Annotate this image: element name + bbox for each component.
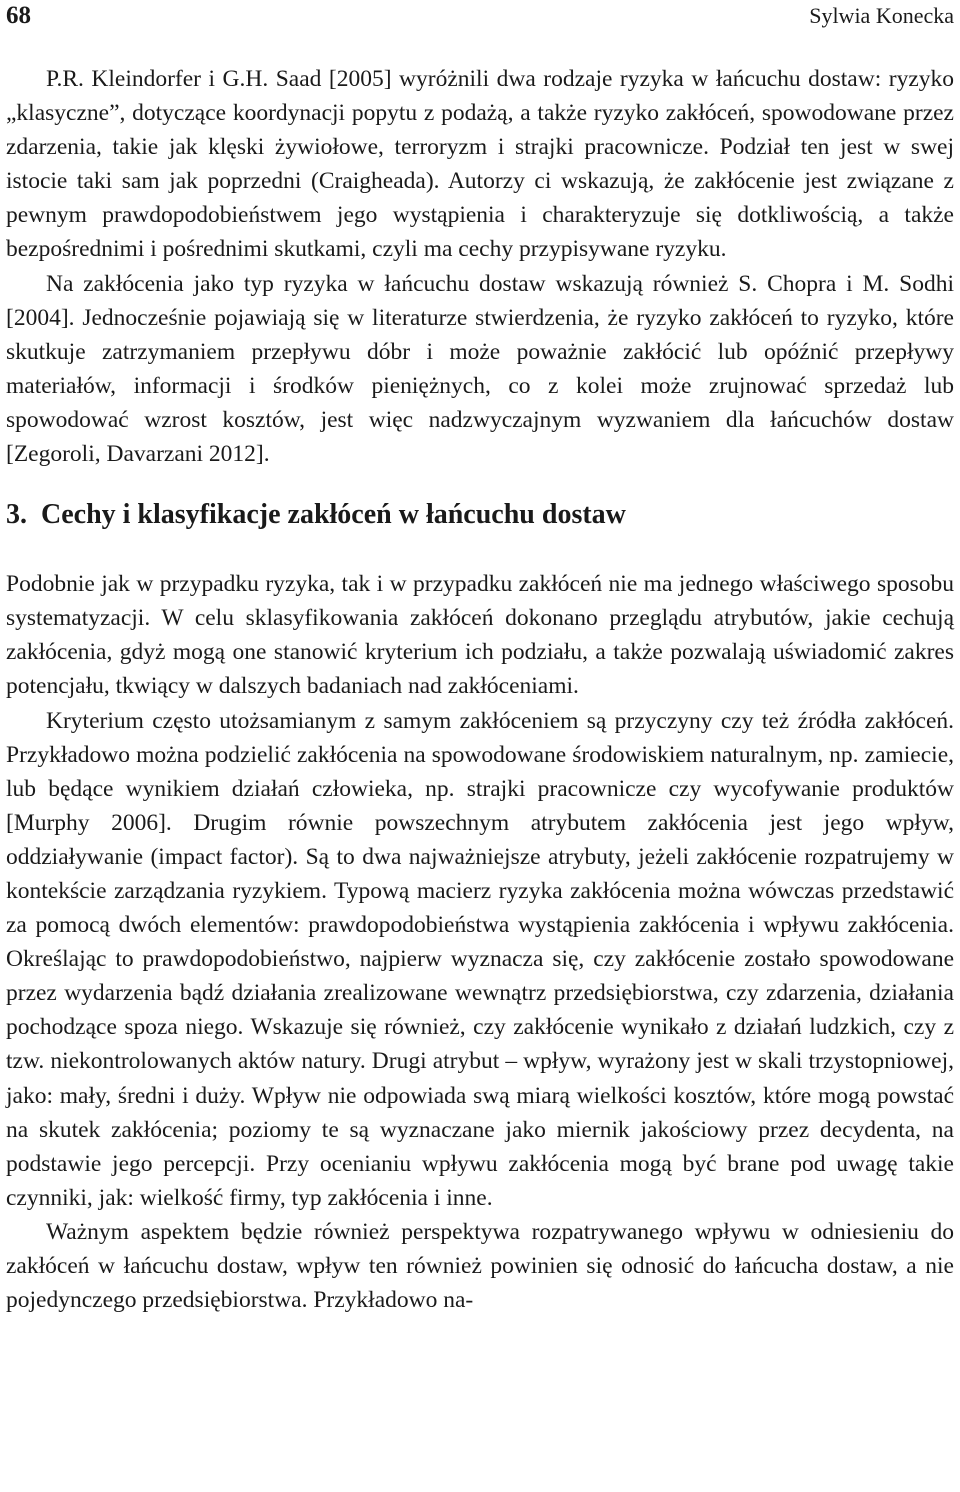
paragraph: Na zakłócenia jako typ ryzyka w łańcuchu dostaw wskazują również S. Chopra i M. Sodhi [2004]. Jednocześnie pojawiają się w literaturze stwierdzenia, że ryzyko zakłóceń to ryzyko, które skutkuje zatrzymaniem przepływu dóbr i może poważnie zakłócić lub opóźnić przepływy materiałów, informacji i środków pieniężnych, co z kolei może zrujnować sprzedaż lub spowodować wzrost kosztów, jest więc nadzwyczajnym wyzwaniem dla łańcuchów dostaw [Zegoroli, Davarzani 2012]. — [6, 270, 954, 468]
running-author: Sylwia Konecka — [809, 3, 954, 28]
paragraph: Ważnym aspektem będzie również perspektywa rozpatrywanego wpływu w odniesieniu do zakłóceń w łańcuchu dostaw, wpływ ten również powinien się odnosić do łańcucha dostaw, a nie pojedynczego przedsiębiorstwa. Przykładowo na- — [6, 1218, 954, 1314]
page-number: 68 — [6, 2, 31, 29]
section-title: Cechy i klasyfikacje zakłóceń w łańcuchu dostaw — [41, 499, 626, 531]
paragraph: Kryterium często utożsamianym z samym zakłóceniem są przyczyny czy też źródła zakłóceń. Przykładowo można podzielić zakłócenia na spowodowane środowiskiem naturalnym, np. zamiecie, lub będące wynikiem działań człowieka, np. strajki pracownicze czy wycofywanie produktów [Murphy 2006]. Drugim równie powszechnym atrybutem zakłócenia jest jego wpływ, oddziaływanie (impact factor). Są to dwa najważniejsze atrybuty, jeżeli zakłócenie rozpatrujemy w kontekście zarządzania ryzykiem. Typową macierz ryzyka zakłócenia można wówczas przedstawić za pomocą dwóch elementów: prawdopodobieństwa wystąpienia zakłócenia i wpływu zakłócenia. Określając to prawdopodobieństwo, najpierw wyznacza się, czy zakłócenie zostało spowodowane przez wydarzenia bądź działania zrealizowane wewnątrz przedsiębiorstwa, czy zdarzenia, działania pochodzące spoza niego. Wskazuje się również, czy zakłócenie wynikało z działań ludzkich, czy z tzw. niekontrolowanych aktów natury. Drugi atrybut – wpływ, wyrażony jest w skali trzystopniowej, jako: mały, średni i duży. Wpływ nie odpowiada swą miarą wielkości kosztów, które mogą powstać na skutek zakłócenia; poziomy te są wyznaczane jako miernik jakościowy przez decydenta, na podstawie jego percepcji. Przy ocenianiu wpływu zakłócenia mogą być brane pod uwagę takie czynniki, jak: wielkość firmy, typ zakłócenia i inne. — [6, 707, 954, 1211]
running-header — [6, 0, 954, 40]
paragraph: Podobnie jak w przypadku ryzyka, tak i w przypadku zakłóceń nie ma jednego właściwego sposobu systematyzacji. W celu sklasyfikowania zakłóceń dokonano przeglądu atrybutów, jakie cechują zakłócenia, gdyż mogą one stanowić kryterium ich podziału, a także pozwalają uświadomić zakres potencjału, tkwiący w dalszych badaniach nad zakłóceniami. — [6, 571, 954, 700]
paragraph: P.R. Kleindorfer i G.H. Saad [2005] wyróżnili dwa rodzaje ryzyka w łańcuchu dostaw: ryzyko „klasyczne”, dotyczące koordynacji popytu z podażą, a także ryzyko zakłóceń, spowodowane przez zdarzenia, takie jak klęski żywiołowe, terroryzm i strajki pracownicze. Podział ten jest w swej istocie taki sam jak poprzedni (Craigheada). Autorzy ci wskazują, że zakłócenie jest związane z pewnym prawdopodobieństwem jego wystąpienia i charakteryzuje się dotkliwością, a także bezpośrednimi i pośrednimi skutkami, czyli ma cechy przypisywane ryzyku. — [6, 66, 954, 263]
section-heading — [6, 497, 954, 533]
section-number: 3. — [6, 499, 27, 531]
document-page — [6, 0, 954, 1317]
body-text — [6, 62, 954, 1317]
